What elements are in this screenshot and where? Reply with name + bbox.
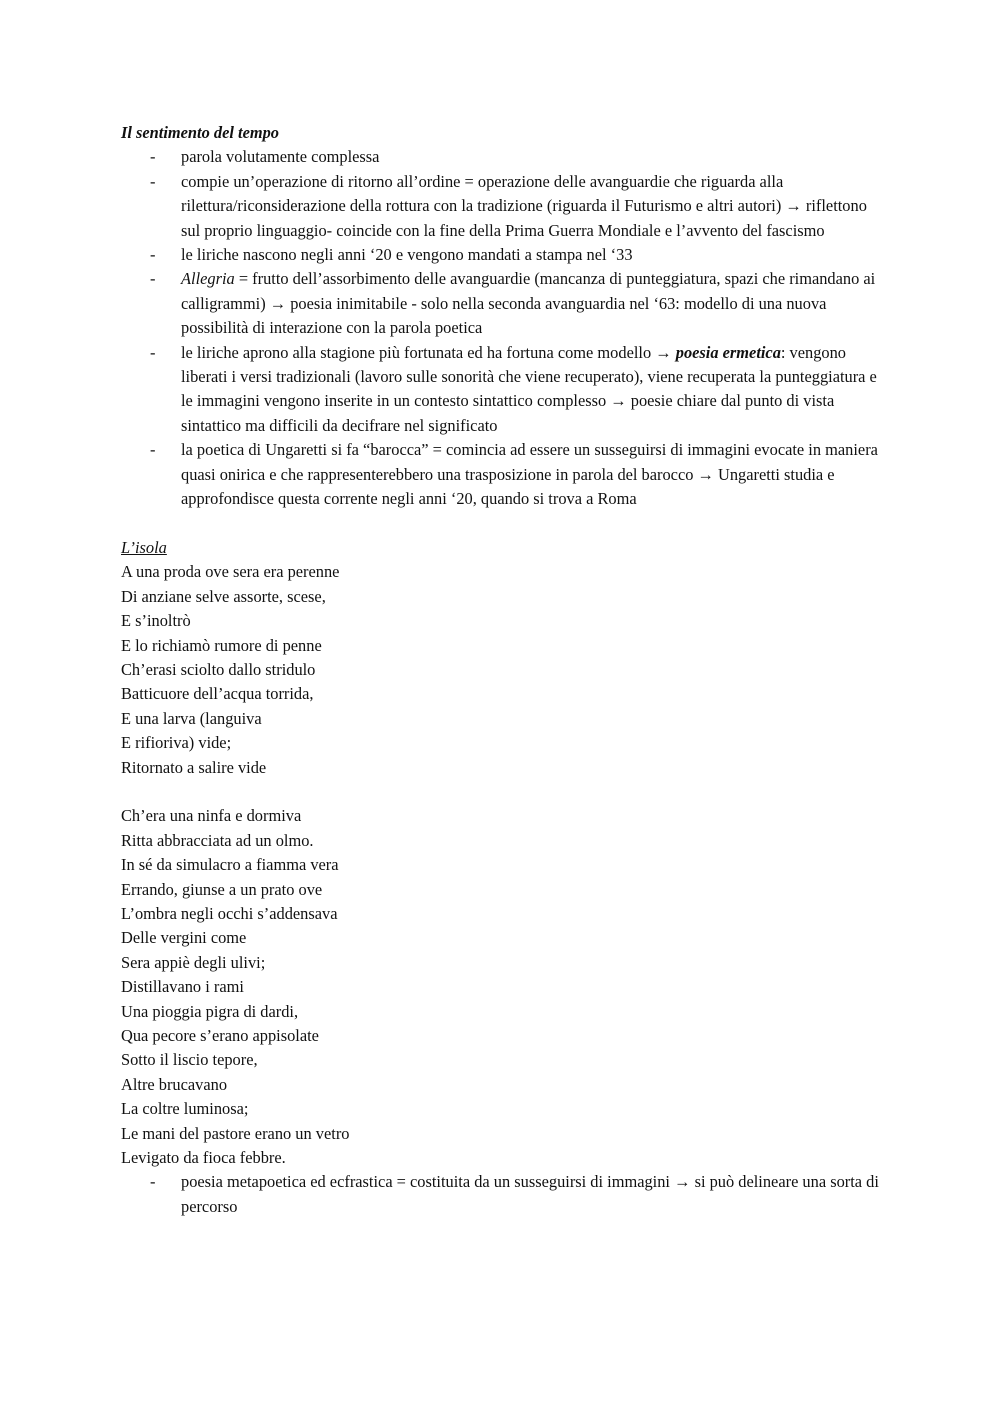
poem-verse: Ch’erasi sciolto dallo stridulo [121, 659, 316, 679]
poem-verse: Distillavano i rami [121, 977, 244, 997]
list-item [121, 170, 881, 243]
poem-verse: Altre brucavano [121, 1074, 228, 1094]
poem-verse: Delle vergini come [121, 928, 247, 948]
list-item-text: compie un’operazione di ritorno all’ordine = operazione delle avanguardie che riguarda alla rilettura/riconsiderazione della rottura con la tradizione (riguarda il Futurismo e altri autori) → riflettono sul proprio linguaggio- coincide con la fine della Prima Guerra Mondiale e l’avvento del fascismo [181, 171, 867, 240]
poem-stanza-1 [121, 560, 881, 780]
list-item [121, 145, 881, 169]
dash-marker: - [150, 342, 156, 362]
poem-verse: Qua pecore s’erano appisolate [121, 1026, 319, 1045]
poem-verse: E lo richiamò rumore di penne [121, 635, 322, 655]
list-item-text: parola volutamente complessa [181, 147, 380, 167]
list-item-text: la poetica di Ungaretti si fa “barocca” = comincia ad essere un susseguirsi di immagini evocate in maniera quasi onirica e che rappresenterebbero una trasposizione in parola del barocco → Ungaretti studia e approfondisce questa corrente negli anni ‘20, quando si trova a Roma [181, 440, 878, 509]
poem-verse: La coltre luminosa; [121, 1099, 249, 1119]
poem-verse: Ch’era una ninfa e dormiva [121, 806, 302, 826]
poem-verse: E una larva (languiva [121, 708, 262, 728]
poem-verse: Una pioggia pigra di dardi, [121, 1001, 299, 1021]
poem-verse: E s’inoltrò [121, 611, 191, 631]
poem-title: L’isola [121, 537, 167, 557]
poem-verse: Ritta abbracciata ad un olmo. [121, 830, 314, 850]
closing-bullet-list [121, 1170, 881, 1219]
section-bullet-list [121, 145, 881, 511]
poem-verse: Sotto il liscio tepore, [121, 1050, 258, 1070]
poem-verse: Errando, giunse a un prato ove [121, 879, 323, 899]
poem-verse: Batticuore dell’acqua torrida, [121, 684, 314, 704]
list-item [121, 243, 881, 267]
poem-verse: E rifioriva) vide; [121, 733, 232, 753]
list-item-text: le liriche aprono alla stagione più fortunata ed ha fortuna come modello → [181, 342, 676, 362]
document-page [121, 121, 881, 1219]
list-item-text: poesia metapoetica ed ecfrastica = costituita da un susseguirsi di immagini → si può delineare una sorta di percorso [181, 1172, 879, 1216]
poem-verse: In sé da simulacro a fiamma vera [121, 855, 339, 875]
dash-marker: - [150, 245, 156, 265]
stanza-break [121, 780, 881, 804]
poem-verse: Di anziane selve assorte, scese, [121, 586, 326, 606]
poem-verse: Ritornato a salire vide [121, 757, 267, 777]
italic-term-allegria: Allegria [181, 269, 235, 289]
poem-verse: A una proda ove sera era perenne [121, 562, 340, 582]
list-item [121, 1170, 881, 1219]
dash-marker: - [150, 171, 156, 191]
poem-verse: Le mani del pastore erano un vetro [121, 1123, 350, 1143]
dash-marker: - [150, 440, 156, 460]
dash-marker: - [150, 147, 156, 167]
section-title: Il sentimento del tempo [121, 123, 279, 142]
poem-stanza-2 [121, 804, 881, 1170]
poem-verse: Sera appiè degli ulivi; [121, 952, 266, 972]
list-item [121, 267, 881, 340]
list-item [121, 438, 881, 511]
list-item [121, 341, 881, 439]
dash-marker: - [150, 269, 156, 289]
list-item-text: = frutto dell’assorbimento delle avanguardie (mancanza di punteggiatura, spazi che rimandano ai calligrammi) → poesia inimitabile - solo nella seconda avanguardia nel ‘63: modello di una nuova possibilità di interazione con la parola poetica [181, 269, 876, 338]
list-item-text: le liriche nascono negli anni ‘20 e vengono mandati a stampa nel ‘33 [181, 245, 633, 265]
dash-marker: - [150, 1172, 156, 1192]
list-item-text: : vengono liberati i versi tradizionali (lavoro sulle sonorità che viene recuperato), viene recuperata la punteggiatura e le immagini vengono inserite in un contesto sintattico complesso → poesie chiare dal punto di vista sintattico ma difficili da decifrare nel significato [181, 342, 877, 435]
poem-verse: L’ombra negli occhi s’addensava [121, 903, 338, 923]
bold-term-poesia-ermetica: poesia ermetica [675, 342, 781, 362]
poem-verse: Levigato da fioca febbre. [121, 1148, 286, 1168]
